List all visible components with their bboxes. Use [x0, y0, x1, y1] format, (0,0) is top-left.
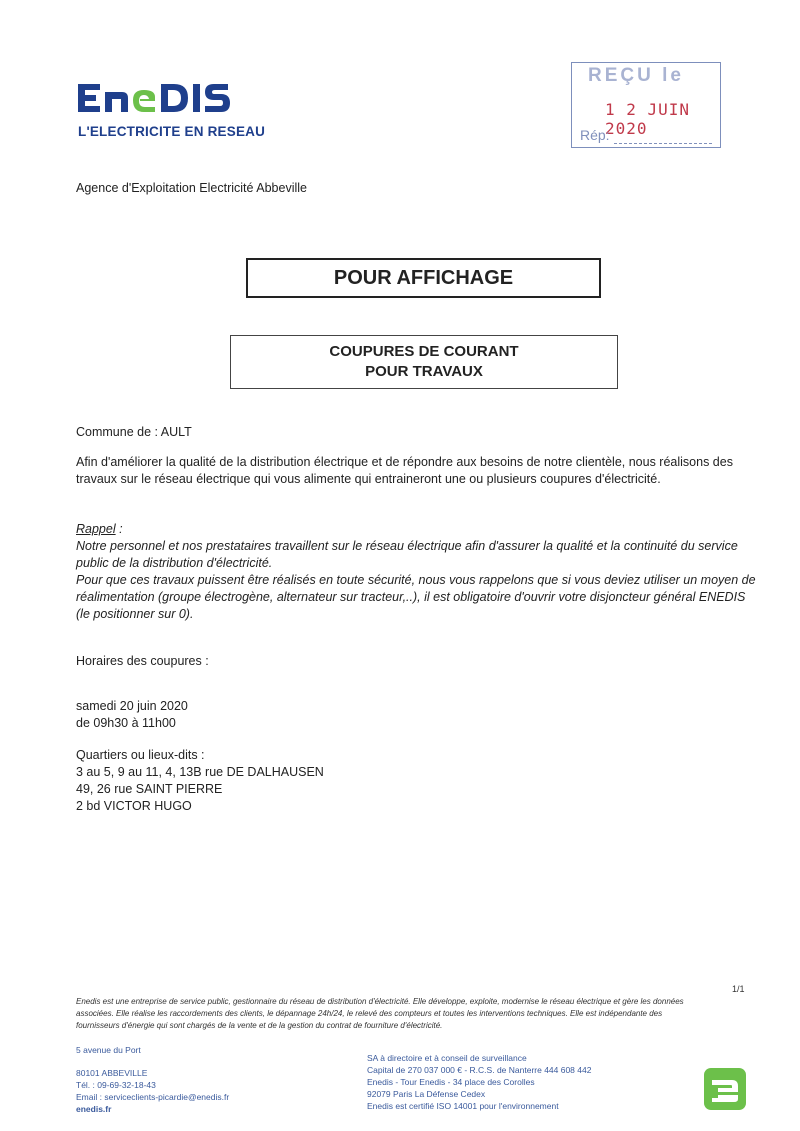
- horaires-label: Horaires des coupures :: [76, 654, 209, 668]
- stamp-title: REÇU le: [588, 65, 684, 86]
- footer-city: 80101 ABBEVILLE: [76, 1068, 148, 1078]
- main-title: POUR AFFICHAGE: [333, 266, 514, 289]
- company-line-3: Enedis - Tour Enedis - 34 place des Corolles: [367, 1077, 535, 1087]
- footer-contact: [76, 1067, 229, 1115]
- enedis-symbol-icon: [704, 1068, 746, 1110]
- quartiers-label: Quartiers ou lieux-dits :: [76, 748, 205, 762]
- stamp-date: 1 2 JUIN 2020: [605, 100, 691, 138]
- rappel-line-3: Pour que ces travaux puissent être réalisés en toute sécurité, nous vous rappelons que si vous deviez utiliser un moyen de: [76, 573, 756, 587]
- footer-address: 5 avenue du Port: [76, 1045, 141, 1055]
- page-number: 1/1: [732, 984, 745, 994]
- rappel-colon: :: [115, 522, 123, 536]
- intro-paragraph: [76, 454, 756, 488]
- subtitle-line-2: POUR TRAVAUX: [365, 363, 483, 380]
- location-item: 3 au 5, 9 au 11, 4, 13B rue DE DALHAUSEN: [76, 765, 324, 779]
- company-line-5: Enedis est certifié ISO 14001 pour l'environnement: [367, 1101, 559, 1111]
- stamp-dashed-line: [614, 143, 712, 144]
- intro-line-1: Afin d'améliorer la qualité de la distribution électrique et de répondre aux besoins de notre clientèle, nous réalisons des: [76, 455, 733, 469]
- company-line-4: 92079 Paris La Défense Cedex: [367, 1089, 486, 1099]
- locations-block: [76, 747, 324, 815]
- logo-tagline: L'ELECTRICITE EN RESEAU: [78, 124, 266, 139]
- subtitle-box: [230, 335, 618, 389]
- footer-phone: Tél. : 09-69-32-18-43: [76, 1080, 156, 1090]
- rappel-line-4: réalimentation (groupe électrogène, alternateur sur tracteur,..), il est obligatoire d'ouvrir votre disjoncteur général ENEDIS: [76, 590, 746, 604]
- legal-notice: [76, 996, 736, 1032]
- footer-website: enedis.fr: [76, 1104, 112, 1114]
- location-item: 2 bd VICTOR HUGO: [76, 799, 192, 813]
- company-info: [367, 1052, 591, 1112]
- rappel-heading-row: [76, 521, 756, 538]
- footer-email: Email : serviceclients-picardie@enedis.fr: [76, 1092, 230, 1102]
- agency-name: Agence d'Exploitation Electricité Abbeville: [76, 181, 307, 195]
- stamp-rep-label: Rép:: [580, 127, 610, 143]
- location-item: 49, 26 rue SAINT PIERRE: [76, 782, 223, 796]
- subtitle-line-1: COUPURES DE COURANT: [329, 343, 519, 360]
- received-stamp: [571, 62, 721, 148]
- commune-line: Commune de : AULT: [76, 425, 192, 439]
- enedis-wordmark-logo: [78, 80, 250, 116]
- outage-schedule: [76, 698, 188, 732]
- outage-time: de 09h30 à 11h00: [76, 716, 176, 730]
- rappel-line-1: Notre personnel et nos prestataires travaillent sur le réseau électrique afin d'assurer la qualité et la continuité du service: [76, 539, 738, 553]
- main-title-box: [246, 258, 601, 298]
- enedis-logo: [78, 80, 266, 139]
- rappel-line-5: (le positionner sur 0).: [76, 607, 194, 621]
- legal-line-3: fournisseurs d'énergie qui sont chargés de la vente et de la gestion du contrat de fourniture d'électricité.: [76, 1021, 443, 1030]
- company-line-1: SA à directoire et à conseil de surveillance: [367, 1053, 527, 1063]
- rappel-paragraph: [76, 521, 756, 623]
- rappel-heading: Rappel: [76, 522, 116, 536]
- legal-line-2: associées. Elle réalise les raccordements des clients, le dépannage 24h/24, le relevé des compteurs et toutes les interventions techniques. Elle est indépendante des: [76, 1009, 663, 1018]
- intro-line-2: travaux sur le réseau électrique qui vous alimente qui entraineront une ou plusieurs coupures d'électricité.: [76, 472, 661, 486]
- outage-date: samedi 20 juin 2020: [76, 699, 188, 713]
- company-line-2: Capital de 270 037 000 € - R.C.S. de Nanterre 444 608 442: [367, 1065, 592, 1075]
- legal-line-1: Enedis est une entreprise de service public, gestionnaire du réseau de distribution d'électricité. Elle développe, exploite, modernise le réseau électrique et gère les données: [76, 997, 684, 1006]
- rappel-line-2: public de la distribution d'électricité.: [76, 556, 273, 570]
